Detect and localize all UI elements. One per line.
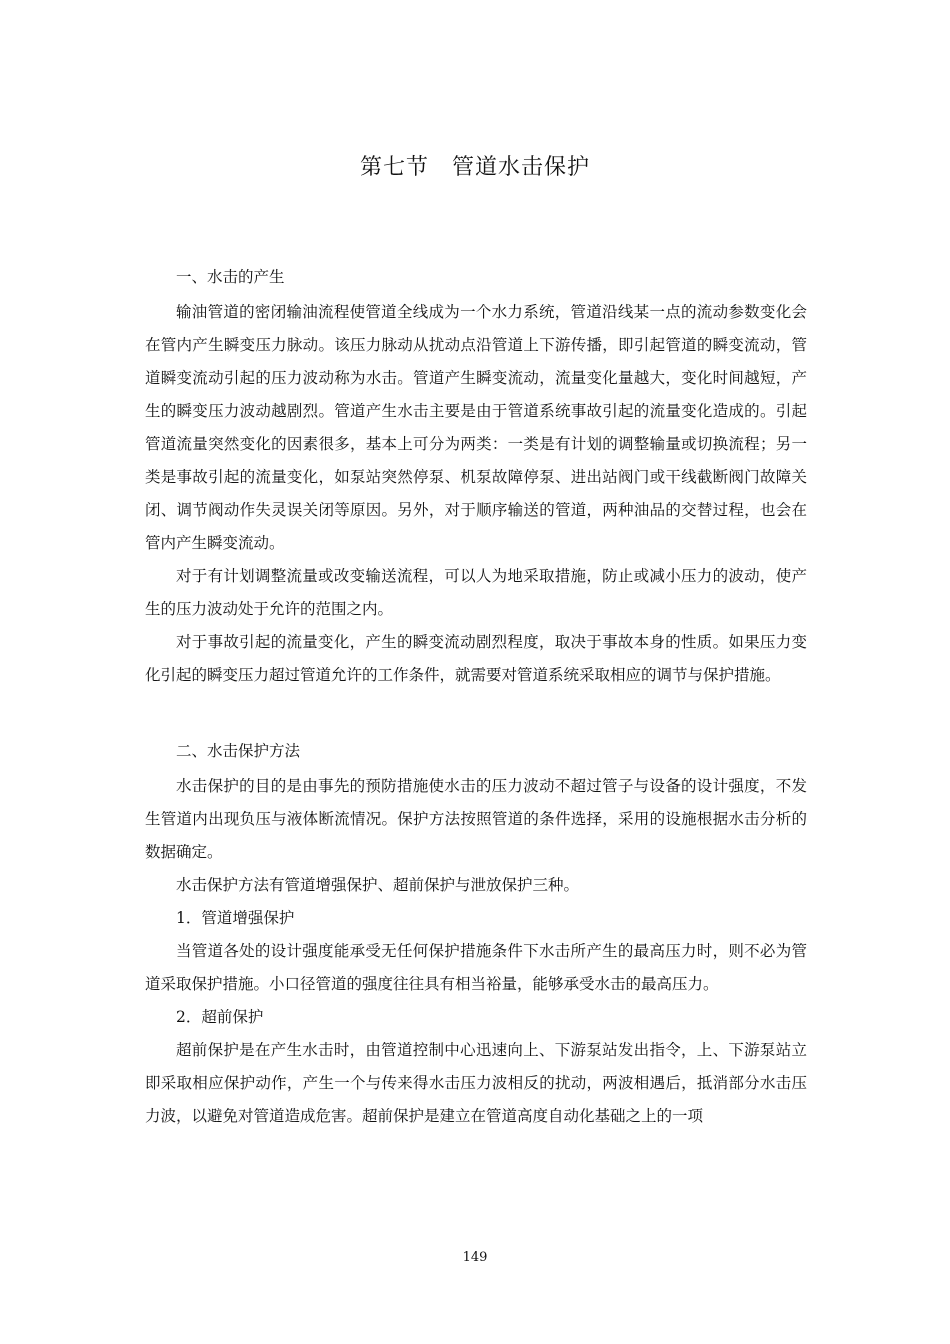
paragraph: 水击保护方法有管道增强保护、超前保护与泄放保护三种。 xyxy=(176,876,580,894)
section-spacer xyxy=(145,692,807,736)
paragraph: 超前保护是在产生水击时，由管道控制中心迅速向上、下游泵站发出指令，上、下游泵站立即采取相应保护动作，产生一个与传来得水击压力波相反的扰动，两波相遇后，抵消部分水击压力波，以避免对管道造成危害。超前保护是建立在管道高度自动化基础之上的一项 xyxy=(145,1041,807,1125)
subheading-advance-protection: 2．超前保护 xyxy=(176,1008,264,1026)
page-number: 149 xyxy=(462,1250,488,1265)
paragraph: 输油管道的密闭输油流程使管道全线成为一个水力系统，管道沿线某一点的流动参数变化会在管内产生瞬变压力脉动。该压力脉动从扰动点沿管道上下游传播，即引起管道的瞬变流动，管道瞬变流动引起的压力波动称为水击。管道产生瞬变流动，流量变化量越大，变化时间越短，产生的瞬变压力波动越剧烈。管道产生水击主要是由于管道系统事故引起的流量变化造成的。引起管道流量突然变化的因素很多，基本上可分为两类：一类是有计划的调整输量或切换流程；另一类是事故引起的流量变化，如泵站突然停泵、机泵故障停泵、进出站阀门或干线截断阀门故障关闭、调节阀动作失灵误关闭等原因。另外，对于顺序输送的管道，两种油品的交替过程，也会在管内产生瞬变流动。 xyxy=(145,303,807,552)
paragraph: 对于事故引起的流量变化，产生的瞬变流动剧烈程度，取决于事故本身的性质。如果压力变化引起的瞬变压力超过管道允许的工作条件，就需要对管道系统采取相应的调节与保护措施。 xyxy=(145,633,807,684)
paragraph: 对于有计划调整流量或改变输送流程，可以人为地采取措施，防止或减小压力的波动，使产生的压力波动处于允许的范围之内。 xyxy=(145,567,807,618)
heading-water-hammer-protection: 二、水击保护方法 xyxy=(176,742,301,760)
document-body xyxy=(145,262,807,1133)
paragraph: 当管道各处的设计强度能承受无任何保护措施条件下水击所产生的最高压力时，则不必为管道采取保护措施。小口径管道的强度往往具有相当裕量，能够承受水击的最高压力。 xyxy=(145,942,807,993)
section-title: 第七节 管道水击保护 xyxy=(359,155,590,180)
subheading-pipe-reinforcement: 1．管道增强保护 xyxy=(176,909,295,927)
heading-water-hammer-generation: 一、水击的产生 xyxy=(176,268,285,286)
paragraph: 水击保护的目的是由事先的预防措施使水击的压力波动不超过管子与设备的设计强度，不发生管道内出现负压与液体断流情况。保护方法按照管道的条件选择，采用的设施根据水击分析的数据确定。 xyxy=(145,777,807,861)
